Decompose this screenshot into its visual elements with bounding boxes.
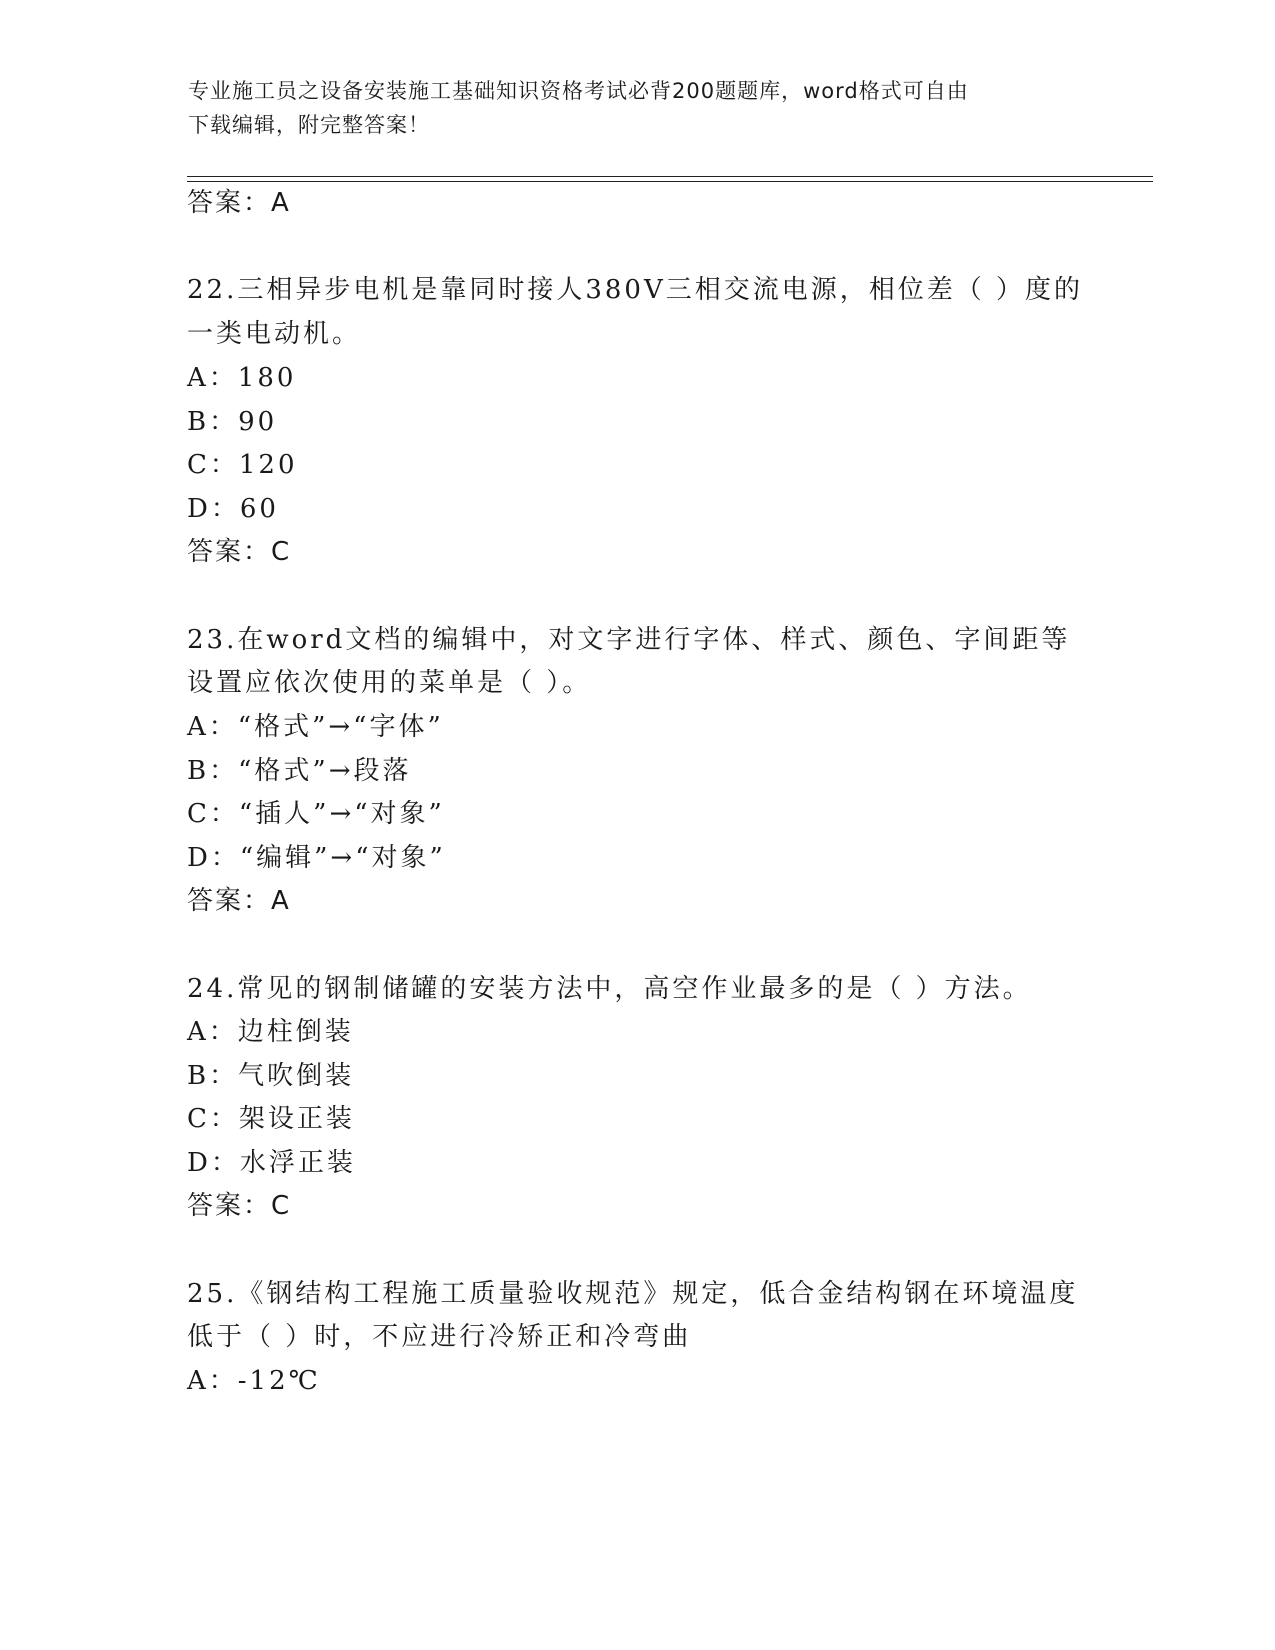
question-22-option-c: C：120 <box>187 450 298 480</box>
question-24-text-line-1: 24.常见的钢制储罐的安装方法中，高空作业最多的是（ ）方法。 <box>187 974 1032 1004</box>
question-22-text-line-2: 一类电动机。 <box>187 319 362 349</box>
question-25-option-a: A：-12℃ <box>187 1366 321 1396</box>
question-24-option-a: A：边柱倒装 <box>187 1017 354 1047</box>
question-22-answer: 答案：C <box>187 537 292 567</box>
question-23-text-line-2: 设置应依次使用的菜单是（ ）。 <box>187 668 592 698</box>
question-25-text-line-2: 低于（ ）时，不应进行冷矫正和冷弯曲 <box>187 1322 692 1352</box>
header-rule-bottom <box>187 181 1153 182</box>
question-22-option-a: A：180 <box>187 363 297 393</box>
page-header <box>188 74 1088 142</box>
question-25-text-line-1: 25.《钢结构工程施工质量验收规范》规定，低合金结构钢在环境温度 <box>187 1279 1079 1309</box>
question-22-option-d: D：60 <box>187 494 279 524</box>
question-22-text-line-1: 22.三相异步电机是靠同时接人380V三相交流电源，相位差（ ）度的 <box>187 275 1084 305</box>
question-23-option-c: C：“插人”→“对象” <box>187 799 445 829</box>
header-line-2: 下载编辑，附完整答案！ <box>188 113 430 137</box>
question-23-option-d: D：“编辑”→“对象” <box>187 843 446 873</box>
previous-answer: 答案：A <box>187 188 291 218</box>
question-24-option-c: C：架设正装 <box>187 1104 355 1134</box>
question-22-option-b: B：90 <box>187 407 278 437</box>
header-rule-top <box>187 176 1153 177</box>
question-24-option-d: D：水浮正装 <box>187 1148 356 1178</box>
header-line-1: 专业施工员之设备安装施工基础知识资格考试必背200题题库，word格式可自由 <box>188 79 969 103</box>
question-23-option-b: B：“格式”→段落 <box>187 756 412 786</box>
question-24-answer: 答案：C <box>187 1191 292 1221</box>
question-23-option-a: A：“格式”→“字体” <box>187 712 444 742</box>
question-23-text-line-1: 23.在word文档的编辑中，对文字进行字体、样式、颜色、字间距等 <box>187 625 1071 655</box>
question-24-option-b: B：气吹倒装 <box>187 1061 355 1091</box>
question-23-answer: 答案：A <box>187 886 291 916</box>
